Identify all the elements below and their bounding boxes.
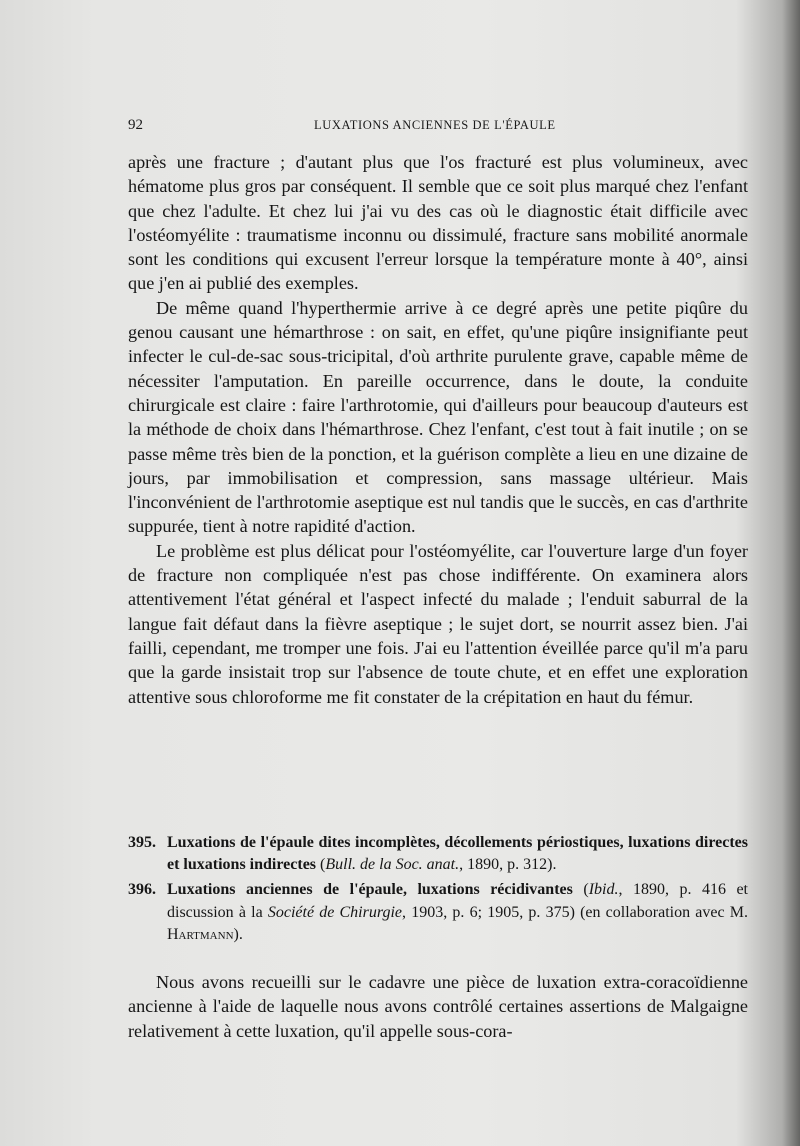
reference-item bbox=[128, 879, 748, 946]
reference-details: , 1890, p. 416 et discussion à la bbox=[167, 881, 749, 921]
reference-number: 396. bbox=[128, 881, 156, 899]
paragraph-3: Le problème est plus délicat pour l'ostéomyélite, car l'ouverture large d'un foyer de fracture non compliquée n'est pas chose indifférente. On examinera alors attentivement l'état général et l'aspect infecté du malade ; l'enduit saburral de la langue fait défaut dans la fièvre aseptique ; le sujet dort, se nourrit assez bien. J'ai failli, cependant, me tromper une fois. J'ai eu l'attention éveillée parce qu'il m'a paru que la garde insistait trop sur l'absence de toute chute, et en effet une exploration attentive sous chloroforme me fit constater de la crépitation en haut du fémur. bbox=[128, 540, 748, 707]
closing-text bbox=[128, 970, 748, 1043]
reference-number: 395. bbox=[128, 834, 156, 851]
reference-details: , 1890, p. 312). bbox=[459, 856, 557, 874]
page-edge-shadow bbox=[782, 0, 800, 1146]
reference-text bbox=[167, 832, 748, 876]
running-head bbox=[128, 117, 748, 137]
reference-author: Hartmann bbox=[167, 925, 234, 943]
reference-paren: ( bbox=[572, 881, 589, 899]
reference-source: Ibid. bbox=[588, 881, 619, 899]
reference-details-2: , 1903, p. 6; 1905, p. 375) (en collaboration avec M. bbox=[402, 903, 748, 921]
reference-source: Bull. de la Soc. anat. bbox=[325, 856, 460, 874]
paragraph-1: après une fracture ; d'autant plus que l'os fracturé est plus volumineux, avec hématome plus gros par conséquent. Il semble que ce soit plus marqué chez l'enfant que chez l'adulte. Et chez lui j'ai vu des cas où le diagnostic était difficile avec l'ostéomyélite : traumatisme inconnu ou dissimulé, fracture sans mobilité anormale sont les conditions qui excusent l'erreur lorsque la température monte à 40°, ainsi que j'en ai publié des exemples. bbox=[128, 152, 748, 294]
paragraph-2: De même quand l'hyperthermie arrive à ce degré après une petite piqûre du genou causant une hémarthrose : on sait, en effet, qu'une piqûre insignifiante peut infecter le cul-de-sac sous-tricipital, d'où arthrite purulente grave, capable même de nécessiter l'amputation. En pareille occurrence, dans le doute, la conduite chirurgicale est claire : faire l'arthrotomie, qui d'ailleurs pour beaucoup d'auteurs est la méthode de choix dans l'hémarthrose. Chez l'enfant, c'est tout à fait inutile ; on se passe même très bien de la ponction, et la guérison complète a lieu en une dizaine de jours, par immobilisation et compression, sans massage ultérieur. Mais l'inconvénient de l'arthrotomie aseptique est nul tandis que le succès, en cas d'arthrite suppurée, tient à notre rapidité d'action. bbox=[128, 297, 748, 537]
running-title: LUXATIONS ANCIENNES DE L'ÉPAULE bbox=[314, 118, 556, 132]
page-number: 92 bbox=[128, 117, 143, 133]
reference-paren: ( bbox=[316, 856, 326, 874]
reference-text bbox=[167, 879, 748, 946]
reference-title: Luxations de l'épaule dites incomplètes, décollements périostiques, luxations directes et luxations indirectes bbox=[167, 834, 748, 874]
reference-list bbox=[128, 832, 748, 949]
body-text bbox=[128, 150, 748, 709]
reference-end: ). bbox=[233, 925, 243, 943]
paragraph-4: Nous avons recueilli sur le cadavre une pièce de luxation extra-coracoïdienne ancienne à l'aide de laquelle nous avons contrôlé certaines assertions de Malgaigne relativement à cette luxation, qu'il appelle sous-cora- bbox=[128, 972, 748, 1041]
reference-source-2: Société de Chirurgie bbox=[267, 903, 403, 921]
reference-title: Luxations anciennes de l'épaule, luxations récidivantes bbox=[167, 881, 573, 899]
reference-item bbox=[128, 832, 748, 876]
